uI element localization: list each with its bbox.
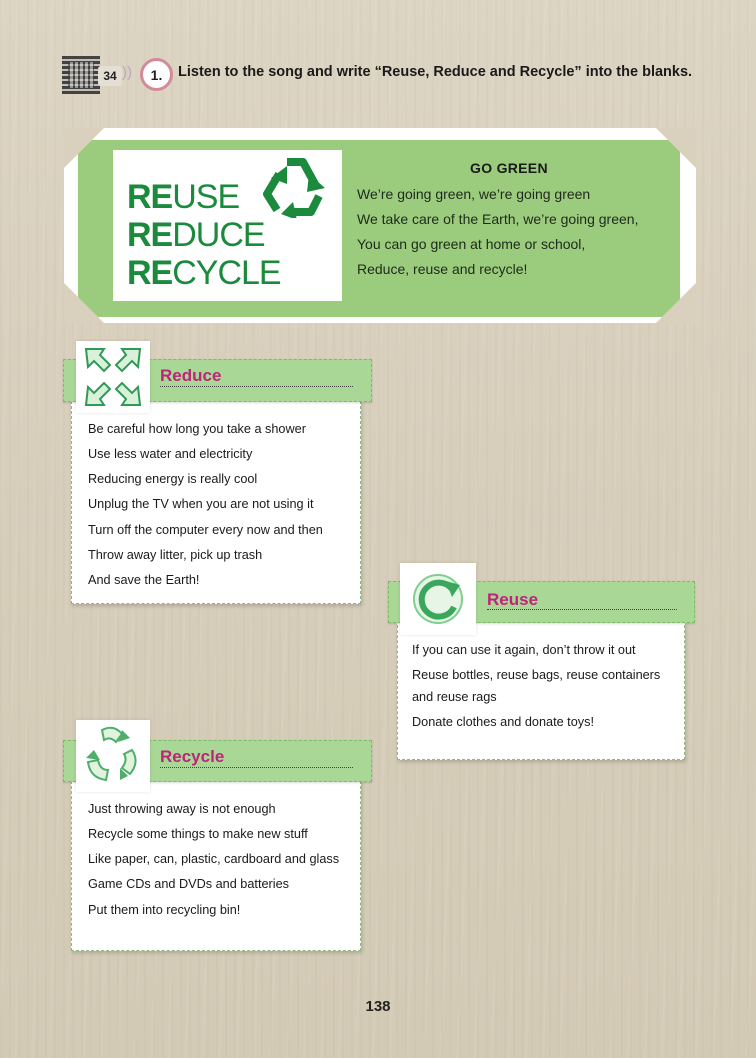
- reduce-title: Reduce: [160, 366, 222, 385]
- list-item: If you can use it again, don’t throw it out: [412, 643, 636, 657]
- banner-corner-notch: [64, 128, 104, 168]
- list-item: Unplug the TV when you are not using it: [88, 497, 314, 511]
- list-item: Turn off the computer every now and then: [88, 523, 323, 537]
- recycle-arrows-icon: [259, 154, 331, 218]
- list-item: Just throwing away is not enough: [88, 802, 276, 816]
- recycle-icon-box: [76, 720, 150, 792]
- reuse-blank-line[interactable]: [487, 609, 677, 610]
- track-number: 34: [98, 66, 122, 86]
- exercise-instruction: Listen to the song and write “Reuse, Reduce and Recycle” into the blanks.: [178, 64, 693, 80]
- list-item: and reuse rags: [412, 690, 497, 704]
- logo-word-reduce: REDUCE: [127, 216, 265, 254]
- list-item: Put them into recycling bin!: [88, 903, 241, 917]
- recycle-blank-line[interactable]: [160, 767, 353, 768]
- reduce-blank-line[interactable]: [160, 386, 353, 387]
- sound-icon: )): [122, 64, 132, 81]
- reuse-title: Reuse: [487, 590, 539, 609]
- song-line: You can go green at home or school,: [357, 236, 586, 252]
- song-line: We take care of the Earth, we’re going green,: [357, 211, 639, 227]
- reuse-circular-arrow-icon: [400, 563, 476, 635]
- list-item: Donate clothes and donate toys!: [412, 715, 594, 729]
- reuse-reduce-recycle-logo: [113, 150, 342, 301]
- list-item: Recycle some things to make new stuff: [88, 827, 308, 841]
- logo-word-recycle: RECYCLE: [127, 254, 281, 292]
- reuse-icon-box: [400, 563, 476, 635]
- banner-corner-notch: [656, 128, 696, 168]
- exercise-number: 1.: [140, 58, 173, 91]
- list-item: Throw away litter, pick up trash: [88, 548, 263, 562]
- song-line: Reduce, reuse and recycle!: [357, 261, 528, 277]
- list-item: Be careful how long you take a shower: [88, 422, 306, 436]
- recycle-icon: [76, 720, 150, 792]
- banner-corner-notch: [656, 283, 696, 323]
- list-item: And save the Earth!: [88, 573, 200, 587]
- recycle-title: Recycle: [160, 747, 225, 766]
- reduce-icon-box: [76, 341, 150, 413]
- qr-code-icon[interactable]: [62, 56, 100, 94]
- list-item: Reuse bottles, reuse bags, reuse containers: [412, 668, 661, 682]
- list-item: Use less water and electricity: [88, 447, 253, 461]
- logo-word-reuse: REUSE: [127, 178, 240, 216]
- reduce-arrows-icon: [76, 341, 150, 413]
- list-item: Reducing energy is really cool: [88, 472, 258, 486]
- list-item: Game CDs and DVDs and batteries: [88, 877, 289, 891]
- song-line: We’re going green, we’re going green: [357, 186, 591, 202]
- list-item: Like paper, can, plastic, cardboard and glass: [88, 852, 340, 866]
- banner-corner-notch: [64, 283, 104, 323]
- page-number: 138: [365, 998, 391, 1015]
- song-title: GO GREEN: [470, 160, 548, 176]
